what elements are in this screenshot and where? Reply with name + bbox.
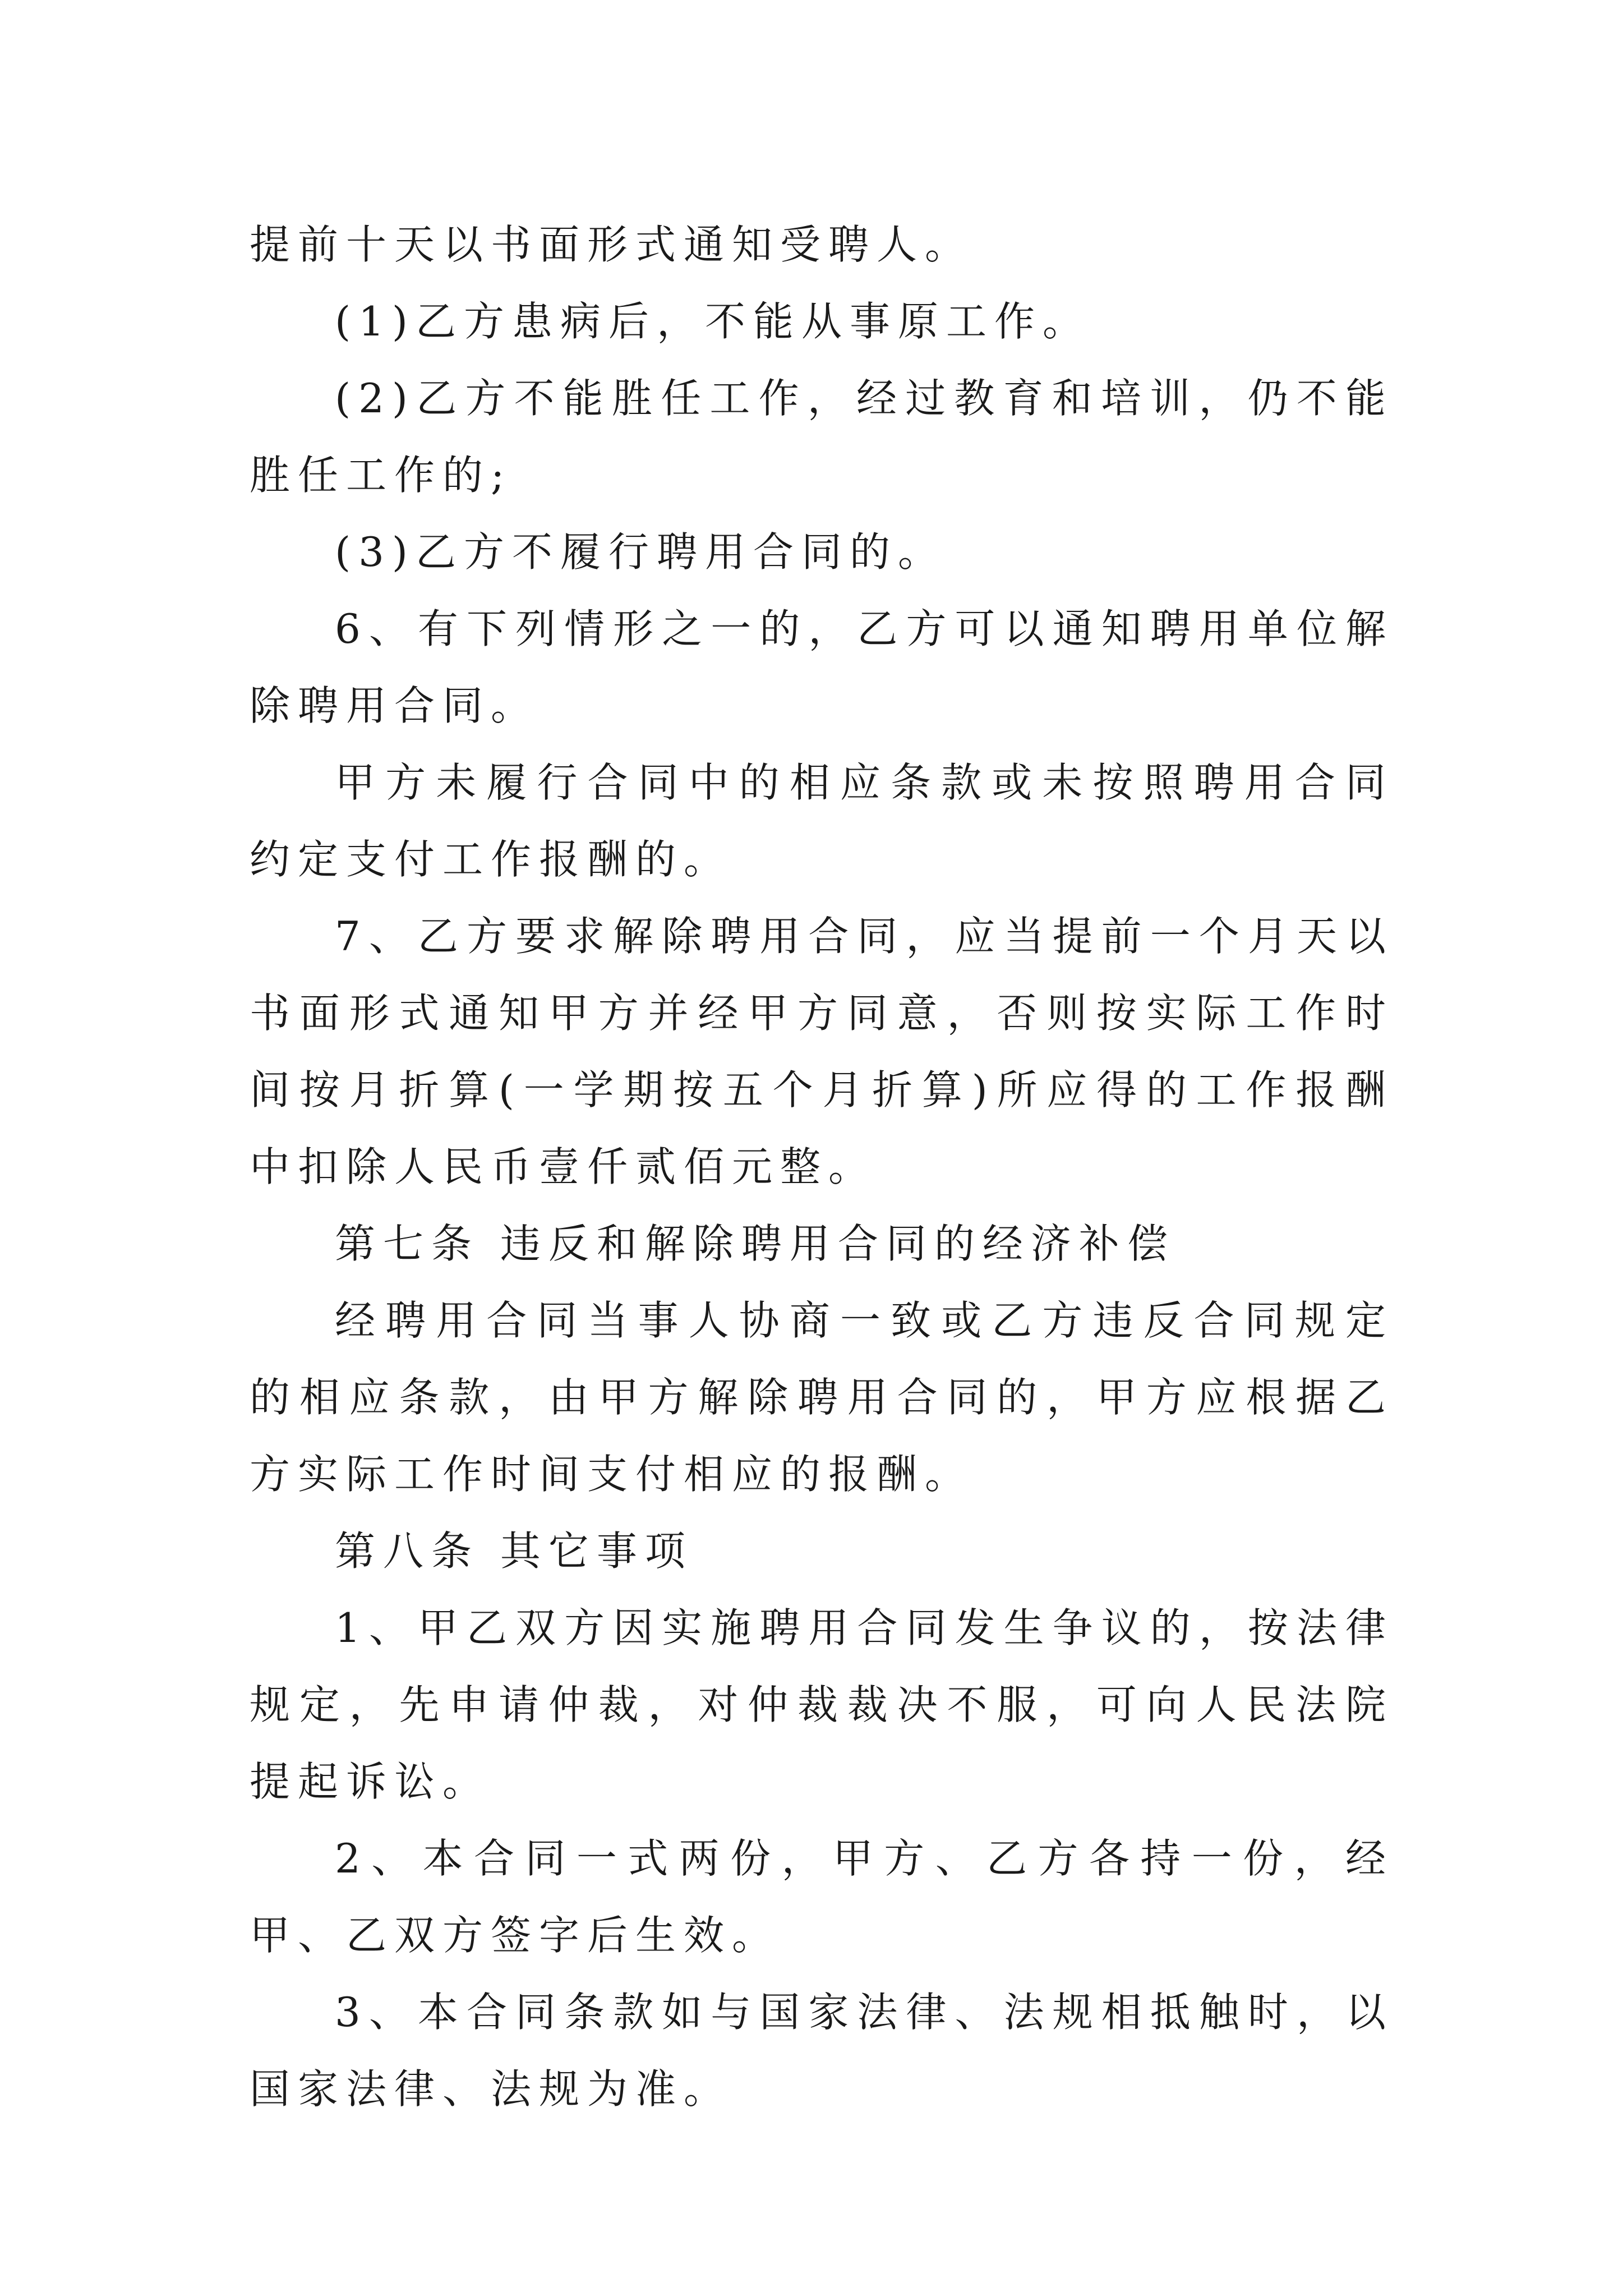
paragraph-article-7-body: 经聘用合同当事人协商一致或乙方违反合同规定的相应条款，由甲方解除聘用合同的，甲方应根据乙方实际工作时间支付相应的报酬。 [250, 1297, 1394, 1498]
paragraph-notice-continuation: 提前十天以书面形式通知受聘人。 [250, 221, 974, 268]
paragraph-clause-7: 7、乙方要求解除聘用合同，应当提前一个月天以书面形式通知甲方并经甲方同意，否则按实际工作时间按月折算(一学期按五个月折算)所应得的工作报酬中扣除人民币壹仟贰佰元整。 [250, 913, 1394, 1190]
paragraph-clause-6-detail: 甲方未履行合同中的相应条款或未按照聘用合同约定支付工作报酬的。 [250, 759, 1394, 883]
document-body [250, 206, 1394, 2128]
paragraph-clause-6: 6、有下列情形之一的，乙方可以通知聘用单位解除聘用合同。 [250, 605, 1394, 729]
paragraph-article-8-item-2: 2、本合同一式两份，甲方、乙方各持一份，经甲、乙双方签字后生效。 [250, 1835, 1394, 1959]
heading-article-8: 第八条 其它事项 [335, 1527, 693, 1575]
heading-article-7: 第七条 违反和解除聘用合同的经济补偿 [335, 1220, 1175, 1267]
paragraph-item-2-incompetent: (2)乙方不能胜任工作，经过教育和培训，仍不能胜任工作的; [250, 375, 1394, 499]
paragraph-article-8-item-3: 3、本合同条款如与国家法律、法规相抵触时，以国家法律、法规为准。 [250, 1989, 1394, 2113]
paragraph-article-8-item-1: 1、甲乙双方因实施聘用合同发生争议的，按法律规定，先申请仲裁，对仲裁裁决不服，可向人民法院提起诉讼。 [250, 1604, 1394, 1805]
paragraph-item-1-illness: (1)乙方患病后，不能从事原工作。 [335, 298, 1091, 345]
paragraph-item-3-breach: (3)乙方不履行聘用合同的。 [335, 528, 946, 576]
